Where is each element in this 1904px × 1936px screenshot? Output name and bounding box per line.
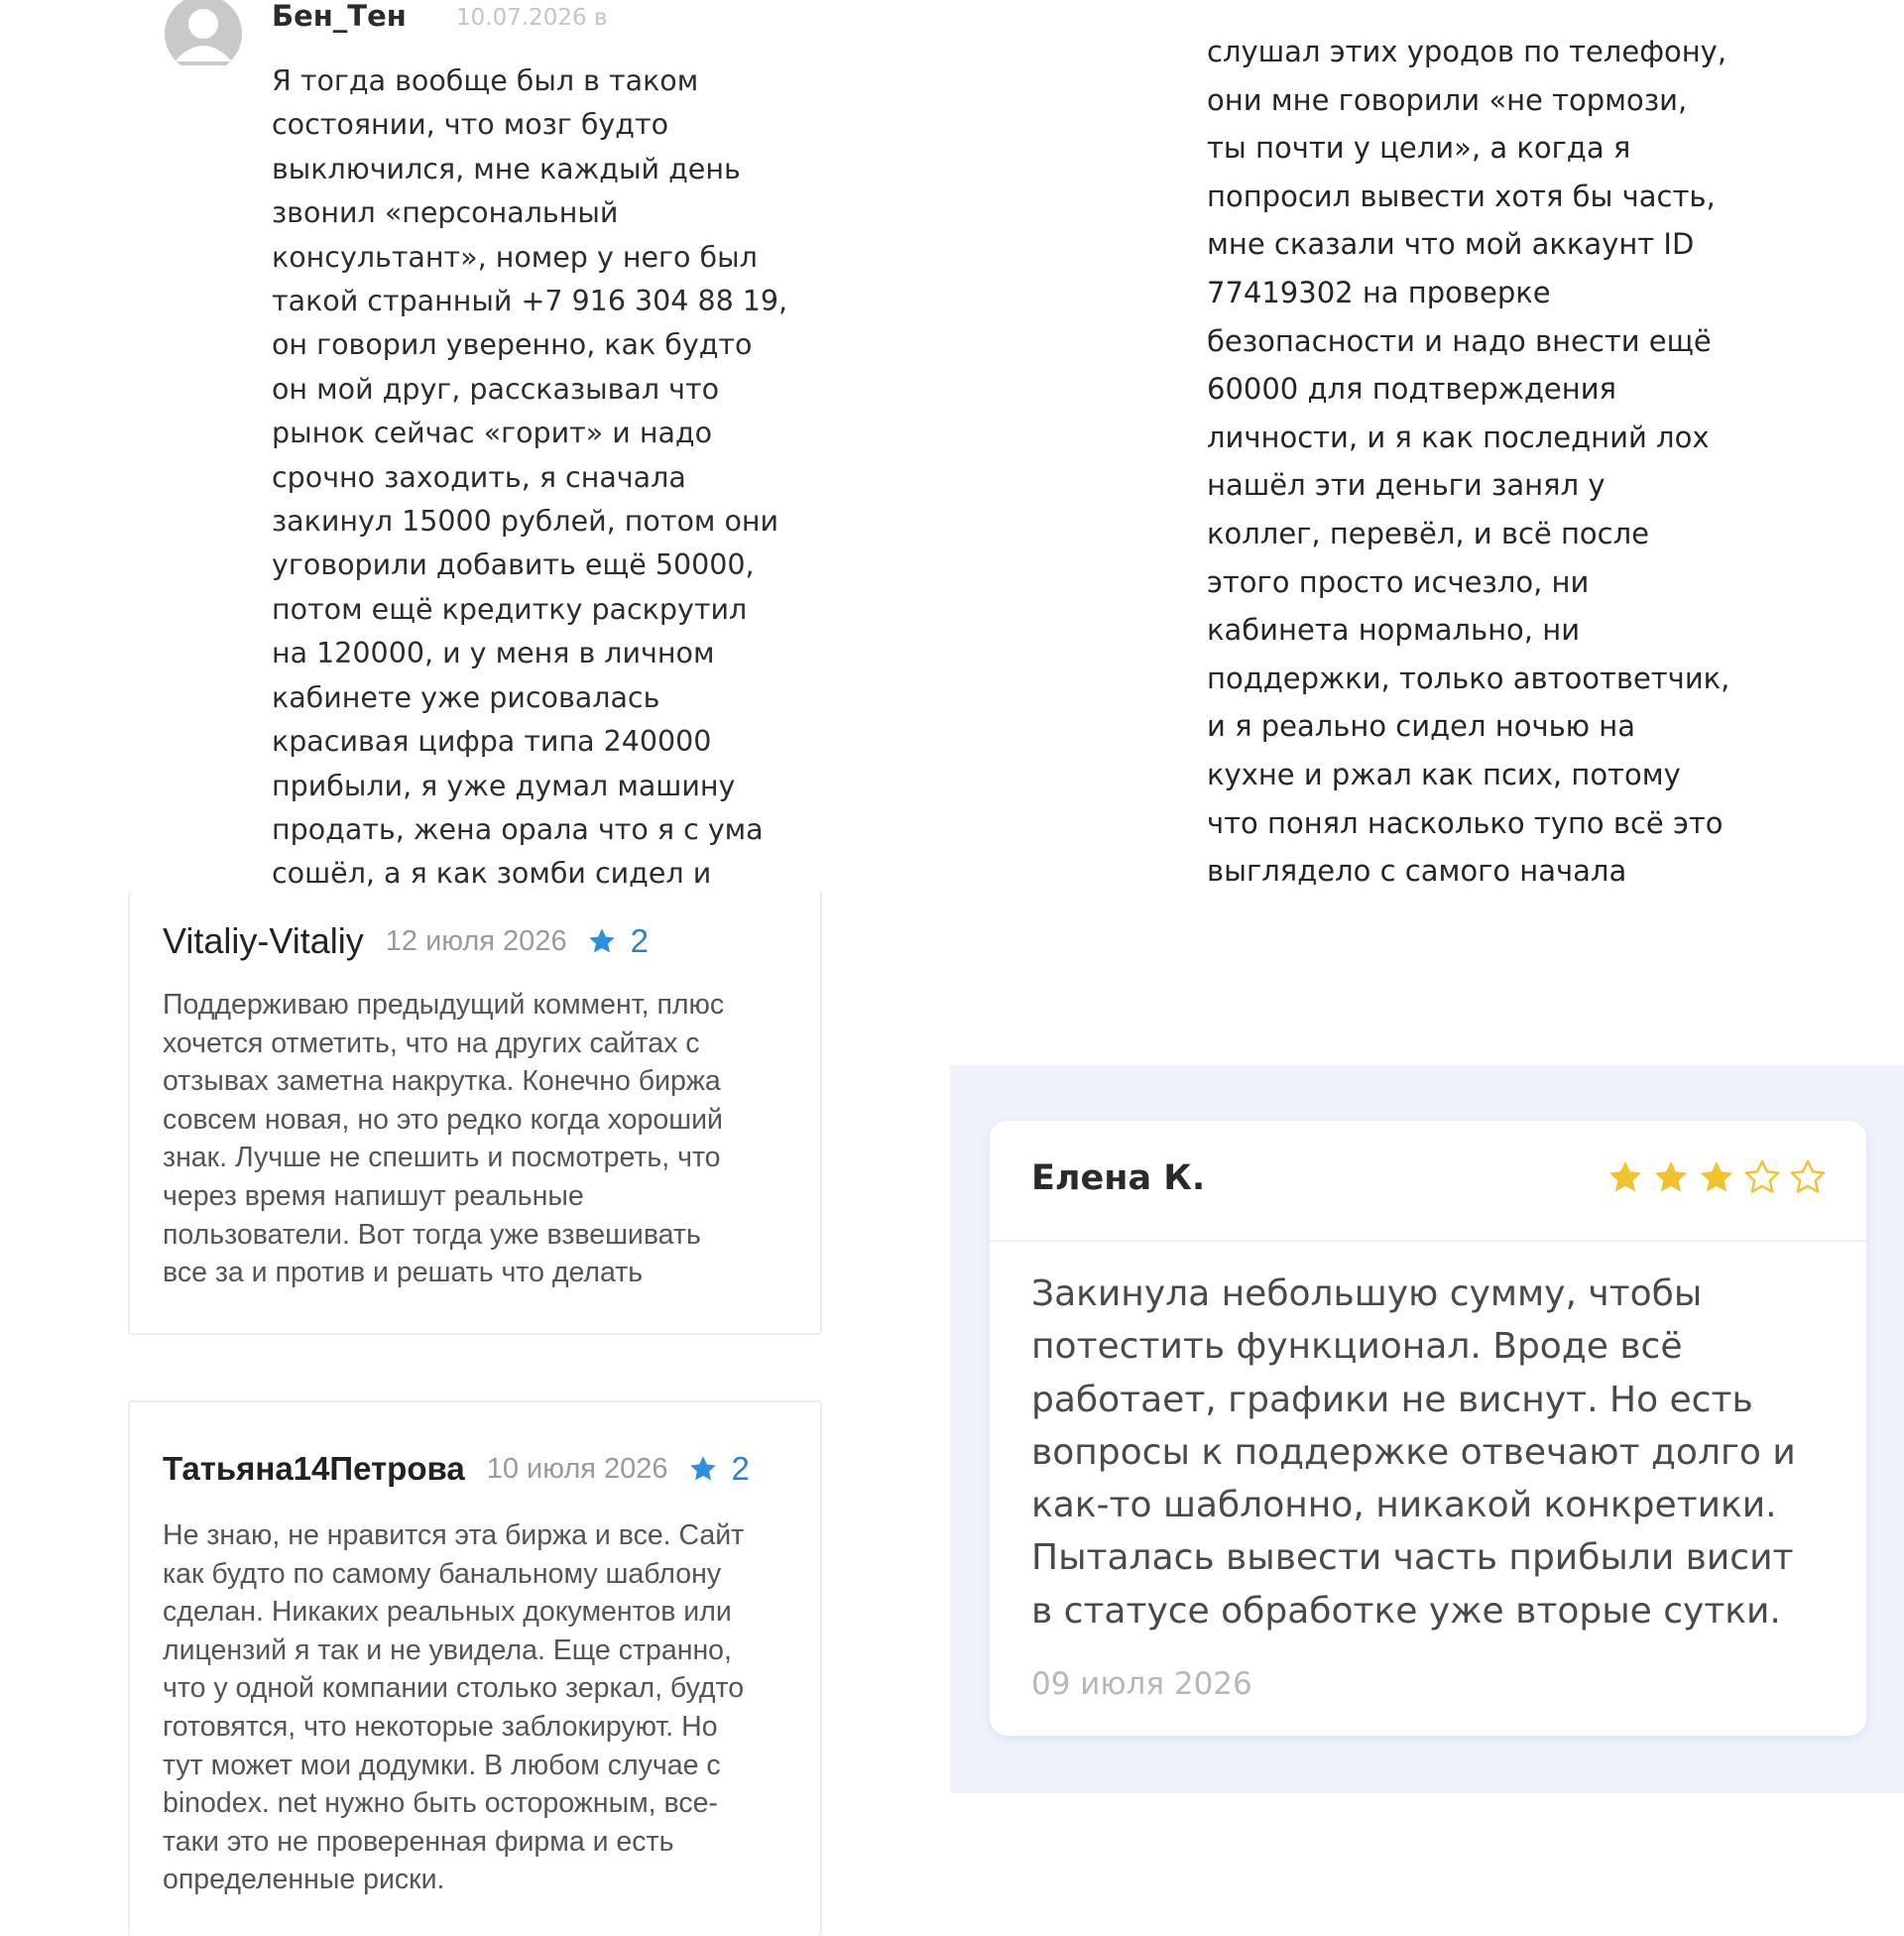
review-card bbox=[128, 1400, 822, 1936]
review-date: 12 июля 2026 bbox=[385, 924, 567, 957]
review-author: Елена К. bbox=[1031, 1158, 1206, 1198]
star-rating bbox=[1606, 1158, 1827, 1196]
comment-text-continued: слушал этих уродов по телефону, они мне говорили «не тормози, ты почти у цели», а когда я попросил вывести хотя бы часть, мне сказали что мой аккаунт ID 77419302 на проверке безопасности и надо внести ещё 60000 для подтверждения личности, и я как последний лох нашёл эти деньги занял у коллег, перевёл, и всё после этого просто исчезло, ни кабинета нормально, ни поддержки, только автоответчик, и я реально сидел ночью на кухне и ржал как псих, потому что понял насколько тупо всё это выглядело с самого начала bbox=[1207, 35, 1730, 889]
star-filled-icon bbox=[1652, 1158, 1690, 1196]
review-text: Закинула небольшую сумму, чтобы потестить функционал. Вроде всё работает, графики не виснут. Но есть вопросы к поддержке отвечают долго и как-то шаблонно, никакой конкретики. Пыталась вывести часть прибыли висит в статусе обработке уже вторые сутки. bbox=[1031, 1273, 1796, 1632]
review-rating: 2 bbox=[731, 1450, 750, 1487]
avatar[interactable] bbox=[165, 0, 242, 65]
star-filled-icon bbox=[1606, 1158, 1644, 1196]
review-header bbox=[163, 1450, 750, 1488]
review-text: Поддерживаю предыдущий коммент, плюс хочется отметить, что на других сайтах с отзывах заметна накрутка. Конечно биржа совсем новая, но это редко когда хороший знак. Лучше не спешить и посмотреть, что через время напишут реальные пользователи. Вот тогда уже взвешивать все за и против и решать что делать bbox=[163, 989, 725, 1289]
star-empty-icon bbox=[1789, 1158, 1827, 1196]
review-date: 09 июля 2026 bbox=[1031, 1666, 1252, 1702]
comment-author[interactable]: Бен_Тен bbox=[272, 0, 407, 33]
comment-text: Я тогда вообще был в таком состоянии, что мозг будто выключился, мне каждый день звонил «персональный консультант», номер у него был такой странный +7 916 304 88 19, он говорил уверенно, как будто он мой друг, рассказывал что рынок сейчас «горит» и надо срочно заходить, я сначала закинул 15000 рублей, потом они уговорили добавить ещё 50000, потом ещё кредитку раскрутил на 120000, и у меня в личном кабинете уже рисовалась красивая цифра типа 240000 прибыли, я уже думал машину продать, жена орала что я с ума сошёл, а я как зомби сидел и bbox=[272, 64, 788, 891]
star-icon bbox=[587, 926, 617, 956]
star-icon bbox=[688, 1454, 718, 1484]
review-author[interactable]: Татьяна14Петрова bbox=[163, 1450, 465, 1487]
review-card bbox=[990, 1121, 1866, 1736]
comment-date: 10.07.2026 в bbox=[456, 5, 608, 31]
star-empty-icon bbox=[1743, 1158, 1781, 1196]
review-header bbox=[163, 920, 649, 962]
review-author[interactable]: Vitaliy-Vitaliy bbox=[163, 920, 364, 961]
review-panel bbox=[950, 1065, 1904, 1793]
star-filled-icon bbox=[1698, 1158, 1735, 1196]
review-card bbox=[128, 891, 822, 1335]
review-date: 10 июля 2026 bbox=[486, 1452, 668, 1485]
divider bbox=[990, 1240, 1866, 1242]
review-text: Не знаю, не нравится эта биржа и все. Сайт как будто по самому банальному шаблону сделан. Никаких реальных документов или лицензий я так и не увидела. Еще странно, что у одной компании столько зеркал, будто готовятся, что некоторые заблокируют. Но тут может мои додумки. В любом случае с binodex. net нужно быть осторожным, все- таки это не проверенная фирма и есть определенные риски. bbox=[163, 1519, 745, 1896]
review-rating: 2 bbox=[630, 922, 649, 959]
